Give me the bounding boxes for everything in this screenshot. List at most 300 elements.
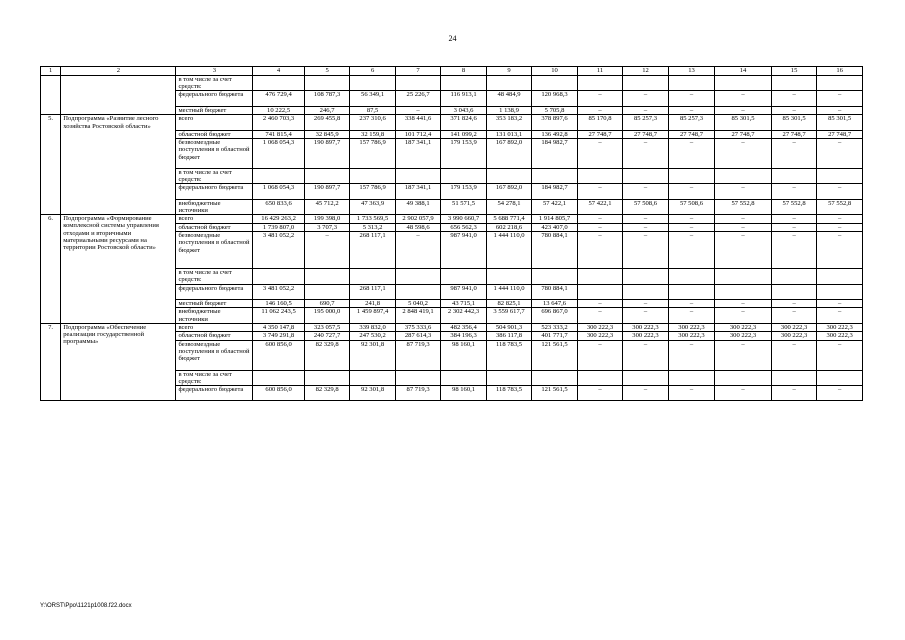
amount-cell: [304, 284, 349, 299]
amount-cell: 190 897,7: [304, 139, 349, 169]
row-index-cell: 6.: [41, 215, 61, 324]
column-number-cell: 3: [176, 67, 253, 76]
amount-cell: [668, 168, 715, 183]
amount-cell: 353 183,2: [486, 115, 531, 130]
amount-cell: [715, 76, 772, 91]
amount-cell: 32 845,9: [304, 130, 349, 139]
amount-cell: 85 301,5: [771, 115, 816, 130]
amount-cell: –: [577, 106, 622, 115]
amount-cell: 2 302 442,3: [441, 308, 486, 323]
amount-cell: –: [771, 184, 816, 199]
amount-cell: [623, 168, 668, 183]
amount-cell: –: [577, 308, 622, 323]
funding-source-cell: безвозмездные поступления в областной бюджет: [176, 232, 253, 269]
row-index-cell: 7.: [41, 323, 61, 401]
amount-cell: [253, 76, 305, 91]
funding-source-cell: федерального бюджета: [176, 386, 253, 401]
amount-cell: 1 444 110,0: [486, 284, 531, 299]
column-number-cell: 16: [817, 67, 863, 76]
amount-cell: –: [771, 106, 816, 115]
amount-cell: 82 329,8: [304, 386, 349, 401]
amount-cell: 1 138,9: [486, 106, 531, 115]
amount-cell: –: [668, 139, 715, 169]
amount-cell: 57 508,6: [668, 199, 715, 214]
amount-cell: 987 941,0: [441, 284, 486, 299]
amount-cell: –: [817, 340, 863, 370]
amount-cell: –: [817, 91, 863, 106]
funding-source-cell: всего: [176, 323, 253, 332]
amount-cell: [486, 76, 531, 91]
table-row: [41, 323, 863, 332]
amount-cell: 602 218,6: [486, 223, 531, 232]
program-name-cell: [61, 76, 176, 115]
amount-cell: 300 222,3: [623, 323, 668, 332]
table-body: [41, 67, 863, 401]
amount-cell: 27 748,7: [715, 130, 772, 139]
amount-cell: 57 422,1: [577, 199, 622, 214]
amount-cell: [441, 168, 486, 183]
funding-source-cell: областной бюджет: [176, 130, 253, 139]
amount-cell: 300 222,3: [817, 323, 863, 332]
amount-cell: [395, 284, 440, 299]
column-number-cell: 9: [486, 67, 531, 76]
amount-cell: –: [817, 299, 863, 308]
amount-cell: 87,5: [350, 106, 395, 115]
amount-cell: 650 833,6: [253, 199, 305, 214]
amount-cell: –: [668, 232, 715, 269]
amount-cell: [486, 370, 531, 385]
amount-cell: 1 444 110,0: [486, 232, 531, 269]
amount-cell: –: [817, 223, 863, 232]
amount-cell: [350, 76, 395, 91]
amount-cell: –: [715, 91, 772, 106]
amount-cell: –: [623, 91, 668, 106]
amount-cell: –: [623, 386, 668, 401]
table-row: [41, 215, 863, 224]
amount-cell: –: [623, 223, 668, 232]
amount-cell: [532, 370, 577, 385]
funding-source-cell: внебюджетные источники: [176, 199, 253, 214]
amount-cell: –: [715, 223, 772, 232]
amount-cell: –: [668, 340, 715, 370]
column-number-cell: 15: [771, 67, 816, 76]
amount-cell: [395, 370, 440, 385]
amount-cell: –: [715, 232, 772, 269]
amount-cell: [304, 269, 349, 284]
amount-cell: –: [623, 106, 668, 115]
column-number-cell: 14: [715, 67, 772, 76]
amount-cell: 57 508,6: [623, 199, 668, 214]
amount-cell: 5 040,2: [395, 299, 440, 308]
column-number-cell: 13: [668, 67, 715, 76]
amount-cell: –: [771, 91, 816, 106]
amount-cell: –: [577, 139, 622, 169]
column-number-cell: 8: [441, 67, 486, 76]
amount-cell: 16 429 263,2: [253, 215, 305, 224]
amount-cell: [395, 269, 440, 284]
amount-cell: [253, 168, 305, 183]
amount-cell: 375 333,6: [395, 323, 440, 332]
amount-cell: 87 719,3: [395, 386, 440, 401]
funding-source-cell: федерального бюджета: [176, 91, 253, 106]
amount-cell: –: [623, 184, 668, 199]
amount-cell: 54 278,1: [486, 199, 531, 214]
amount-cell: [253, 370, 305, 385]
amount-cell: 141 099,2: [441, 130, 486, 139]
amount-cell: 1 459 897,4: [350, 308, 395, 323]
amount-cell: 57 422,1: [532, 199, 577, 214]
table-row: [41, 76, 863, 91]
funding-source-cell: в том числе за счет средств:: [176, 76, 253, 91]
funding-source-cell: безвозмездные поступления в областной бюджет: [176, 340, 253, 370]
amount-cell: 32 159,8: [350, 130, 395, 139]
amount-cell: –: [623, 299, 668, 308]
amount-cell: [304, 168, 349, 183]
amount-cell: 300 222,3: [668, 332, 715, 341]
funding-source-cell: в том числе за счет средств:: [176, 168, 253, 183]
amount-cell: 98 160,1: [441, 386, 486, 401]
amount-cell: [395, 76, 440, 91]
amount-cell: –: [771, 223, 816, 232]
funding-source-cell: внебюджетные источники: [176, 308, 253, 323]
amount-cell: 237 310,6: [350, 115, 395, 130]
amount-cell: 131 013,1: [486, 130, 531, 139]
amount-cell: –: [577, 299, 622, 308]
amount-cell: [668, 284, 715, 299]
amount-cell: –: [668, 184, 715, 199]
amount-cell: [350, 168, 395, 183]
amount-cell: [577, 370, 622, 385]
amount-cell: 241,8: [350, 299, 395, 308]
amount-cell: [817, 269, 863, 284]
amount-cell: 300 222,3: [577, 332, 622, 341]
amount-cell: 51 571,5: [441, 199, 486, 214]
amount-cell: [668, 370, 715, 385]
amount-cell: –: [715, 386, 772, 401]
amount-cell: –: [817, 215, 863, 224]
amount-cell: –: [817, 184, 863, 199]
amount-cell: 13 647,6: [532, 299, 577, 308]
amount-cell: [817, 76, 863, 91]
amount-cell: 157 786,9: [350, 139, 395, 169]
amount-cell: 108 787,3: [304, 91, 349, 106]
amount-cell: –: [668, 106, 715, 115]
amount-cell: 504 901,3: [486, 323, 531, 332]
amount-cell: 167 892,0: [486, 184, 531, 199]
amount-cell: 3 481 052,2: [253, 232, 305, 269]
amount-cell: 300 222,3: [771, 323, 816, 332]
amount-cell: [304, 76, 349, 91]
amount-cell: 57 552,8: [817, 199, 863, 214]
amount-cell: [771, 269, 816, 284]
amount-cell: 287 614,3: [395, 332, 440, 341]
amount-cell: [668, 269, 715, 284]
amount-cell: 696 867,0: [532, 308, 577, 323]
column-number-cell: 10: [532, 67, 577, 76]
row-index-cell: [41, 76, 61, 115]
amount-cell: 27 748,7: [668, 130, 715, 139]
amount-cell: 2 460 703,3: [253, 115, 305, 130]
amount-cell: 167 892,0: [486, 139, 531, 169]
amount-cell: 118 783,5: [486, 340, 531, 370]
amount-cell: [350, 269, 395, 284]
amount-cell: –: [715, 215, 772, 224]
amount-cell: 190 897,7: [304, 184, 349, 199]
amount-cell: 2 848 419,1: [395, 308, 440, 323]
column-number-row: [41, 67, 863, 76]
amount-cell: 339 832,0: [350, 323, 395, 332]
funding-source-cell: федерального бюджета: [176, 284, 253, 299]
amount-cell: 5 313,2: [350, 223, 395, 232]
amount-cell: –: [577, 232, 622, 269]
amount-cell: 184 982,7: [532, 184, 577, 199]
amount-cell: –: [668, 223, 715, 232]
amount-cell: –: [817, 386, 863, 401]
amount-cell: [577, 168, 622, 183]
amount-cell: [771, 76, 816, 91]
amount-cell: 323 057,5: [304, 323, 349, 332]
amount-cell: 2 902 057,9: [395, 215, 440, 224]
amount-cell: 300 222,3: [817, 332, 863, 341]
amount-cell: 11 062 243,5: [253, 308, 305, 323]
amount-cell: [715, 168, 772, 183]
amount-cell: –: [668, 91, 715, 106]
amount-cell: 1 068 054,3: [253, 139, 305, 169]
amount-cell: 987 941,0: [441, 232, 486, 269]
amount-cell: 121 561,5: [532, 386, 577, 401]
amount-cell: –: [668, 308, 715, 323]
program-name-cell: Подпрограмма «Развитие лесного хозяйства Ростовской области»: [61, 115, 176, 215]
funding-source-cell: безвозмездные поступления в областной бюджет: [176, 139, 253, 169]
amount-cell: –: [395, 106, 440, 115]
amount-cell: [532, 168, 577, 183]
amount-cell: 187 341,1: [395, 184, 440, 199]
amount-cell: 98 160,1: [441, 340, 486, 370]
amount-cell: 92 301,8: [350, 340, 395, 370]
amount-cell: 199 398,0: [304, 215, 349, 224]
amount-cell: [486, 168, 531, 183]
amount-cell: –: [668, 215, 715, 224]
amount-cell: [817, 284, 863, 299]
program-name-cell: Подпрограмма «Формирование комплексной системы управления отходами и вторичными материальными ресурсами на территории Ростовской области»: [61, 215, 176, 324]
amount-cell: 146 160,5: [253, 299, 305, 308]
amount-cell: 27 748,7: [817, 130, 863, 139]
amount-cell: 300 222,3: [715, 332, 772, 341]
amount-cell: 116 913,1: [441, 91, 486, 106]
amount-cell: 179 153,9: [441, 139, 486, 169]
row-index-cell: 5.: [41, 115, 61, 215]
amount-cell: –: [577, 223, 622, 232]
amount-cell: 85 257,3: [668, 115, 715, 130]
amount-cell: [715, 370, 772, 385]
amount-cell: 523 333,2: [532, 323, 577, 332]
amount-cell: –: [668, 299, 715, 308]
amount-cell: 57 552,8: [771, 199, 816, 214]
amount-cell: 48 598,6: [395, 223, 440, 232]
funding-source-cell: всего: [176, 215, 253, 224]
amount-cell: [304, 370, 349, 385]
page-number: 24: [448, 34, 457, 43]
amount-cell: –: [771, 386, 816, 401]
column-number-cell: 2: [61, 67, 176, 76]
amount-cell: 85 170,8: [577, 115, 622, 130]
funding-source-cell: областной бюджет: [176, 223, 253, 232]
amount-cell: [532, 76, 577, 91]
amount-cell: –: [623, 232, 668, 269]
amount-cell: –: [817, 139, 863, 169]
amount-cell: –: [715, 106, 772, 115]
program-name-cell: Подпрограмма «Обеспечение реализации государственной программы»: [61, 323, 176, 401]
amount-cell: [771, 168, 816, 183]
amount-cell: –: [715, 139, 772, 169]
amount-cell: 3 559 617,7: [486, 308, 531, 323]
funding-source-cell: в том числе за счет средств:: [176, 269, 253, 284]
amount-cell: 1 914 805,7: [532, 215, 577, 224]
amount-cell: [623, 76, 668, 91]
amount-cell: 246,7: [304, 106, 349, 115]
column-number-cell: 6: [350, 67, 395, 76]
amount-cell: 378 897,6: [532, 115, 577, 130]
amount-cell: [623, 370, 668, 385]
amount-cell: 4 350 147,8: [253, 323, 305, 332]
amount-cell: 27 748,7: [623, 130, 668, 139]
amount-cell: 269 455,8: [304, 115, 349, 130]
amount-cell: [532, 269, 577, 284]
amount-cell: 85 301,5: [715, 115, 772, 130]
amount-cell: –: [623, 139, 668, 169]
amount-cell: –: [395, 232, 440, 269]
amount-cell: [817, 370, 863, 385]
amount-cell: 3 707,3: [304, 223, 349, 232]
amount-cell: –: [771, 308, 816, 323]
amount-cell: [577, 76, 622, 91]
column-number-cell: 5: [304, 67, 349, 76]
amount-cell: 118 783,5: [486, 386, 531, 401]
amount-cell: 5 705,8: [532, 106, 577, 115]
amount-cell: 741 815,4: [253, 130, 305, 139]
amount-cell: 371 824,6: [441, 115, 486, 130]
amount-cell: 240 727,7: [304, 332, 349, 341]
amount-cell: –: [771, 299, 816, 308]
funding-source-cell: местный бюджет: [176, 299, 253, 308]
amount-cell: 45 712,2: [304, 199, 349, 214]
amount-cell: 121 561,5: [532, 340, 577, 370]
table-row: [41, 115, 863, 130]
amount-cell: 85 257,3: [623, 115, 668, 130]
amount-cell: –: [817, 308, 863, 323]
amount-cell: 27 748,7: [771, 130, 816, 139]
amount-cell: –: [577, 184, 622, 199]
amount-cell: [771, 370, 816, 385]
amount-cell: 49 388,1: [395, 199, 440, 214]
amount-cell: –: [623, 215, 668, 224]
amount-cell: 780 884,1: [532, 284, 577, 299]
amount-cell: 780 884,1: [532, 232, 577, 269]
amount-cell: –: [304, 232, 349, 269]
funding-source-cell: всего: [176, 115, 253, 130]
amount-cell: 300 222,3: [623, 332, 668, 341]
funding-source-cell: областной бюджет: [176, 332, 253, 341]
amount-cell: 120 968,3: [532, 91, 577, 106]
amount-cell: 423 407,0: [532, 223, 577, 232]
amount-cell: [817, 168, 863, 183]
amount-cell: –: [817, 106, 863, 115]
amount-cell: 3 990 660,7: [441, 215, 486, 224]
amount-cell: –: [668, 386, 715, 401]
amount-cell: 3 481 052,2: [253, 284, 305, 299]
amount-cell: 300 222,3: [668, 323, 715, 332]
amount-cell: 43 715,1: [441, 299, 486, 308]
amount-cell: 136 492,8: [532, 130, 577, 139]
column-number-cell: 4: [253, 67, 305, 76]
amount-cell: [441, 269, 486, 284]
amount-cell: 3 749 291,8: [253, 332, 305, 341]
amount-cell: 87 719,3: [395, 340, 440, 370]
amount-cell: –: [577, 340, 622, 370]
budget-table: [40, 66, 863, 401]
amount-cell: 10 222,5: [253, 106, 305, 115]
amount-cell: [715, 269, 772, 284]
amount-cell: [395, 168, 440, 183]
funding-source-cell: местный бюджет: [176, 106, 253, 115]
amount-cell: 184 982,7: [532, 139, 577, 169]
amount-cell: –: [817, 232, 863, 269]
amount-cell: [623, 284, 668, 299]
amount-cell: [771, 284, 816, 299]
amount-cell: –: [577, 91, 622, 106]
amount-cell: 157 786,9: [350, 184, 395, 199]
amount-cell: 300 222,3: [577, 323, 622, 332]
amount-cell: 56 349,1: [350, 91, 395, 106]
amount-cell: –: [715, 299, 772, 308]
amount-cell: [441, 76, 486, 91]
amount-cell: 25 226,7: [395, 91, 440, 106]
amount-cell: 57 552,8: [715, 199, 772, 214]
amount-cell: [668, 76, 715, 91]
amount-cell: 300 222,3: [771, 332, 816, 341]
amount-cell: [441, 370, 486, 385]
column-number-cell: 11: [577, 67, 622, 76]
amount-cell: [486, 269, 531, 284]
amount-cell: 384 196,3: [441, 332, 486, 341]
amount-cell: –: [715, 308, 772, 323]
amount-cell: –: [577, 215, 622, 224]
file-path: Y:\ORST\Ppo\1121p1008.f22.docx: [40, 603, 132, 609]
amount-cell: 195 000,0: [304, 308, 349, 323]
amount-cell: 82 329,8: [304, 340, 349, 370]
amount-cell: 27 748,7: [577, 130, 622, 139]
column-number-cell: 12: [623, 67, 668, 76]
amount-cell: 5 688 771,4: [486, 215, 531, 224]
amount-cell: [623, 269, 668, 284]
amount-cell: –: [771, 232, 816, 269]
amount-cell: –: [623, 340, 668, 370]
amount-cell: 92 301,8: [350, 386, 395, 401]
amount-cell: –: [577, 386, 622, 401]
amount-cell: 85 301,5: [817, 115, 863, 130]
funding-source-cell: в том числе за счет средств:: [176, 370, 253, 385]
amount-cell: [350, 370, 395, 385]
amount-cell: [577, 284, 622, 299]
amount-cell: 600 856,0: [253, 340, 305, 370]
amount-cell: 187 341,1: [395, 139, 440, 169]
column-number-cell: 1: [41, 67, 61, 76]
amount-cell: 386 117,8: [486, 332, 531, 341]
amount-cell: 3 043,6: [441, 106, 486, 115]
amount-cell: –: [715, 184, 772, 199]
amount-cell: 300 222,3: [715, 323, 772, 332]
amount-cell: –: [623, 308, 668, 323]
